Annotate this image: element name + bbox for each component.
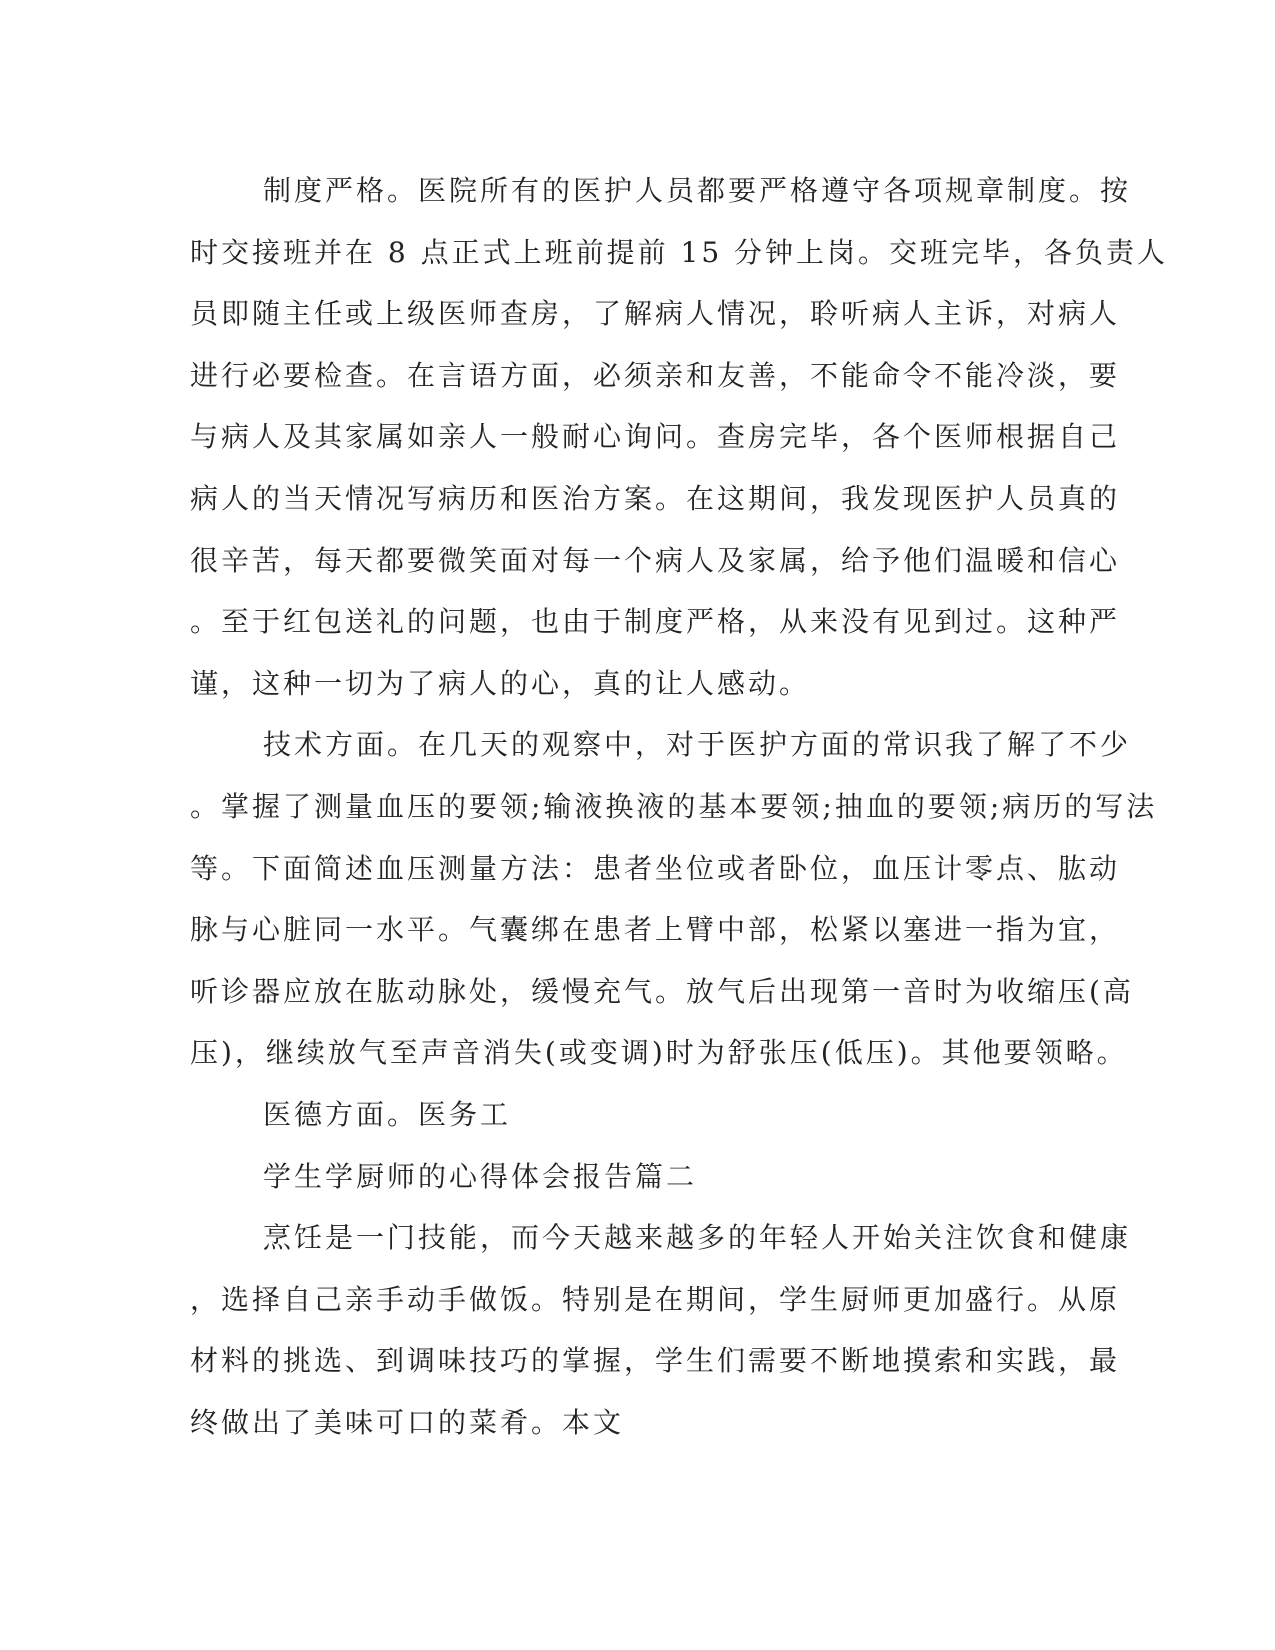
text-line: 。掌握了测量血压的要领;输液换液的基本要领;抽血的要领;病历的写法	[190, 789, 1158, 823]
document-body	[190, 160, 1169, 1453]
text-line: 员即随主任或上级医师查房，了解病人情况，聆听病人主诉，对病人	[190, 297, 1121, 331]
text-line: 。至于红包送礼的问题，也由于制度严格，从来没有见到过。这种严	[190, 605, 1121, 639]
text-line: 材料的挑选、到调味技巧的掌握，学生们需要不断地摸索和实践，最	[190, 1344, 1121, 1378]
text-line: 压)，继续放气至声音消失(或变调)时为舒张压(低压)。其他要领略。	[190, 1036, 1128, 1070]
section-heading: 学生学厨师的心得体会报告篇二	[263, 1159, 698, 1193]
text-line: 技术方面。在几天的观察中，对于医护方面的常识我了解了不少	[263, 728, 1132, 762]
text-line: 制度严格。医院所有的医护人员都要严格遵守各项规章制度。按	[263, 174, 1132, 207]
text-line: 病人的当天情况写病历和医治方案。在这期间，我发现医护人员真的	[190, 481, 1121, 515]
text-line: 进行必要检查。在言语方面，必须亲和友善，不能命令不能冷淡，要	[190, 358, 1121, 392]
text-line: 很辛苦，每天都要微笑面对每一个病人及家属，给予他们温暖和信心	[190, 543, 1121, 577]
text-line: 谨，这种一切为了病人的心，真的让人感动。	[190, 666, 811, 700]
text-line: 与病人及其家属如亲人一般耐心询问。查房完毕，各个医师根据自己	[190, 420, 1121, 454]
text-line: ，选择自己亲手动手做饭。特别是在期间，学生厨师更加盛行。从原	[190, 1282, 1121, 1316]
text-line: 等。下面简述血压测量方法：患者坐位或者卧位，血压计零点、肱动	[190, 851, 1121, 885]
text-line: 时交接班并在 8 点正式上班前提前 15 分钟上岗。交班完毕，各负责人	[190, 235, 1169, 269]
text-line: 听诊器应放在肱动脉处，缓慢充气。放气后出现第一音时为收缩压(高	[190, 974, 1134, 1008]
text-line: 烹饪是一门技能，而今天越来越多的年轻人开始关注饮食和健康	[263, 1221, 1132, 1255]
text-line: 脉与心脏同一水平。气囊绑在患者上臂中部，松紧以塞进一指为宜，	[190, 913, 1121, 947]
text-line: 医德方面。医务工	[263, 1097, 512, 1131]
text-line: 终做出了美味可口的菜肴。本文	[190, 1405, 625, 1439]
